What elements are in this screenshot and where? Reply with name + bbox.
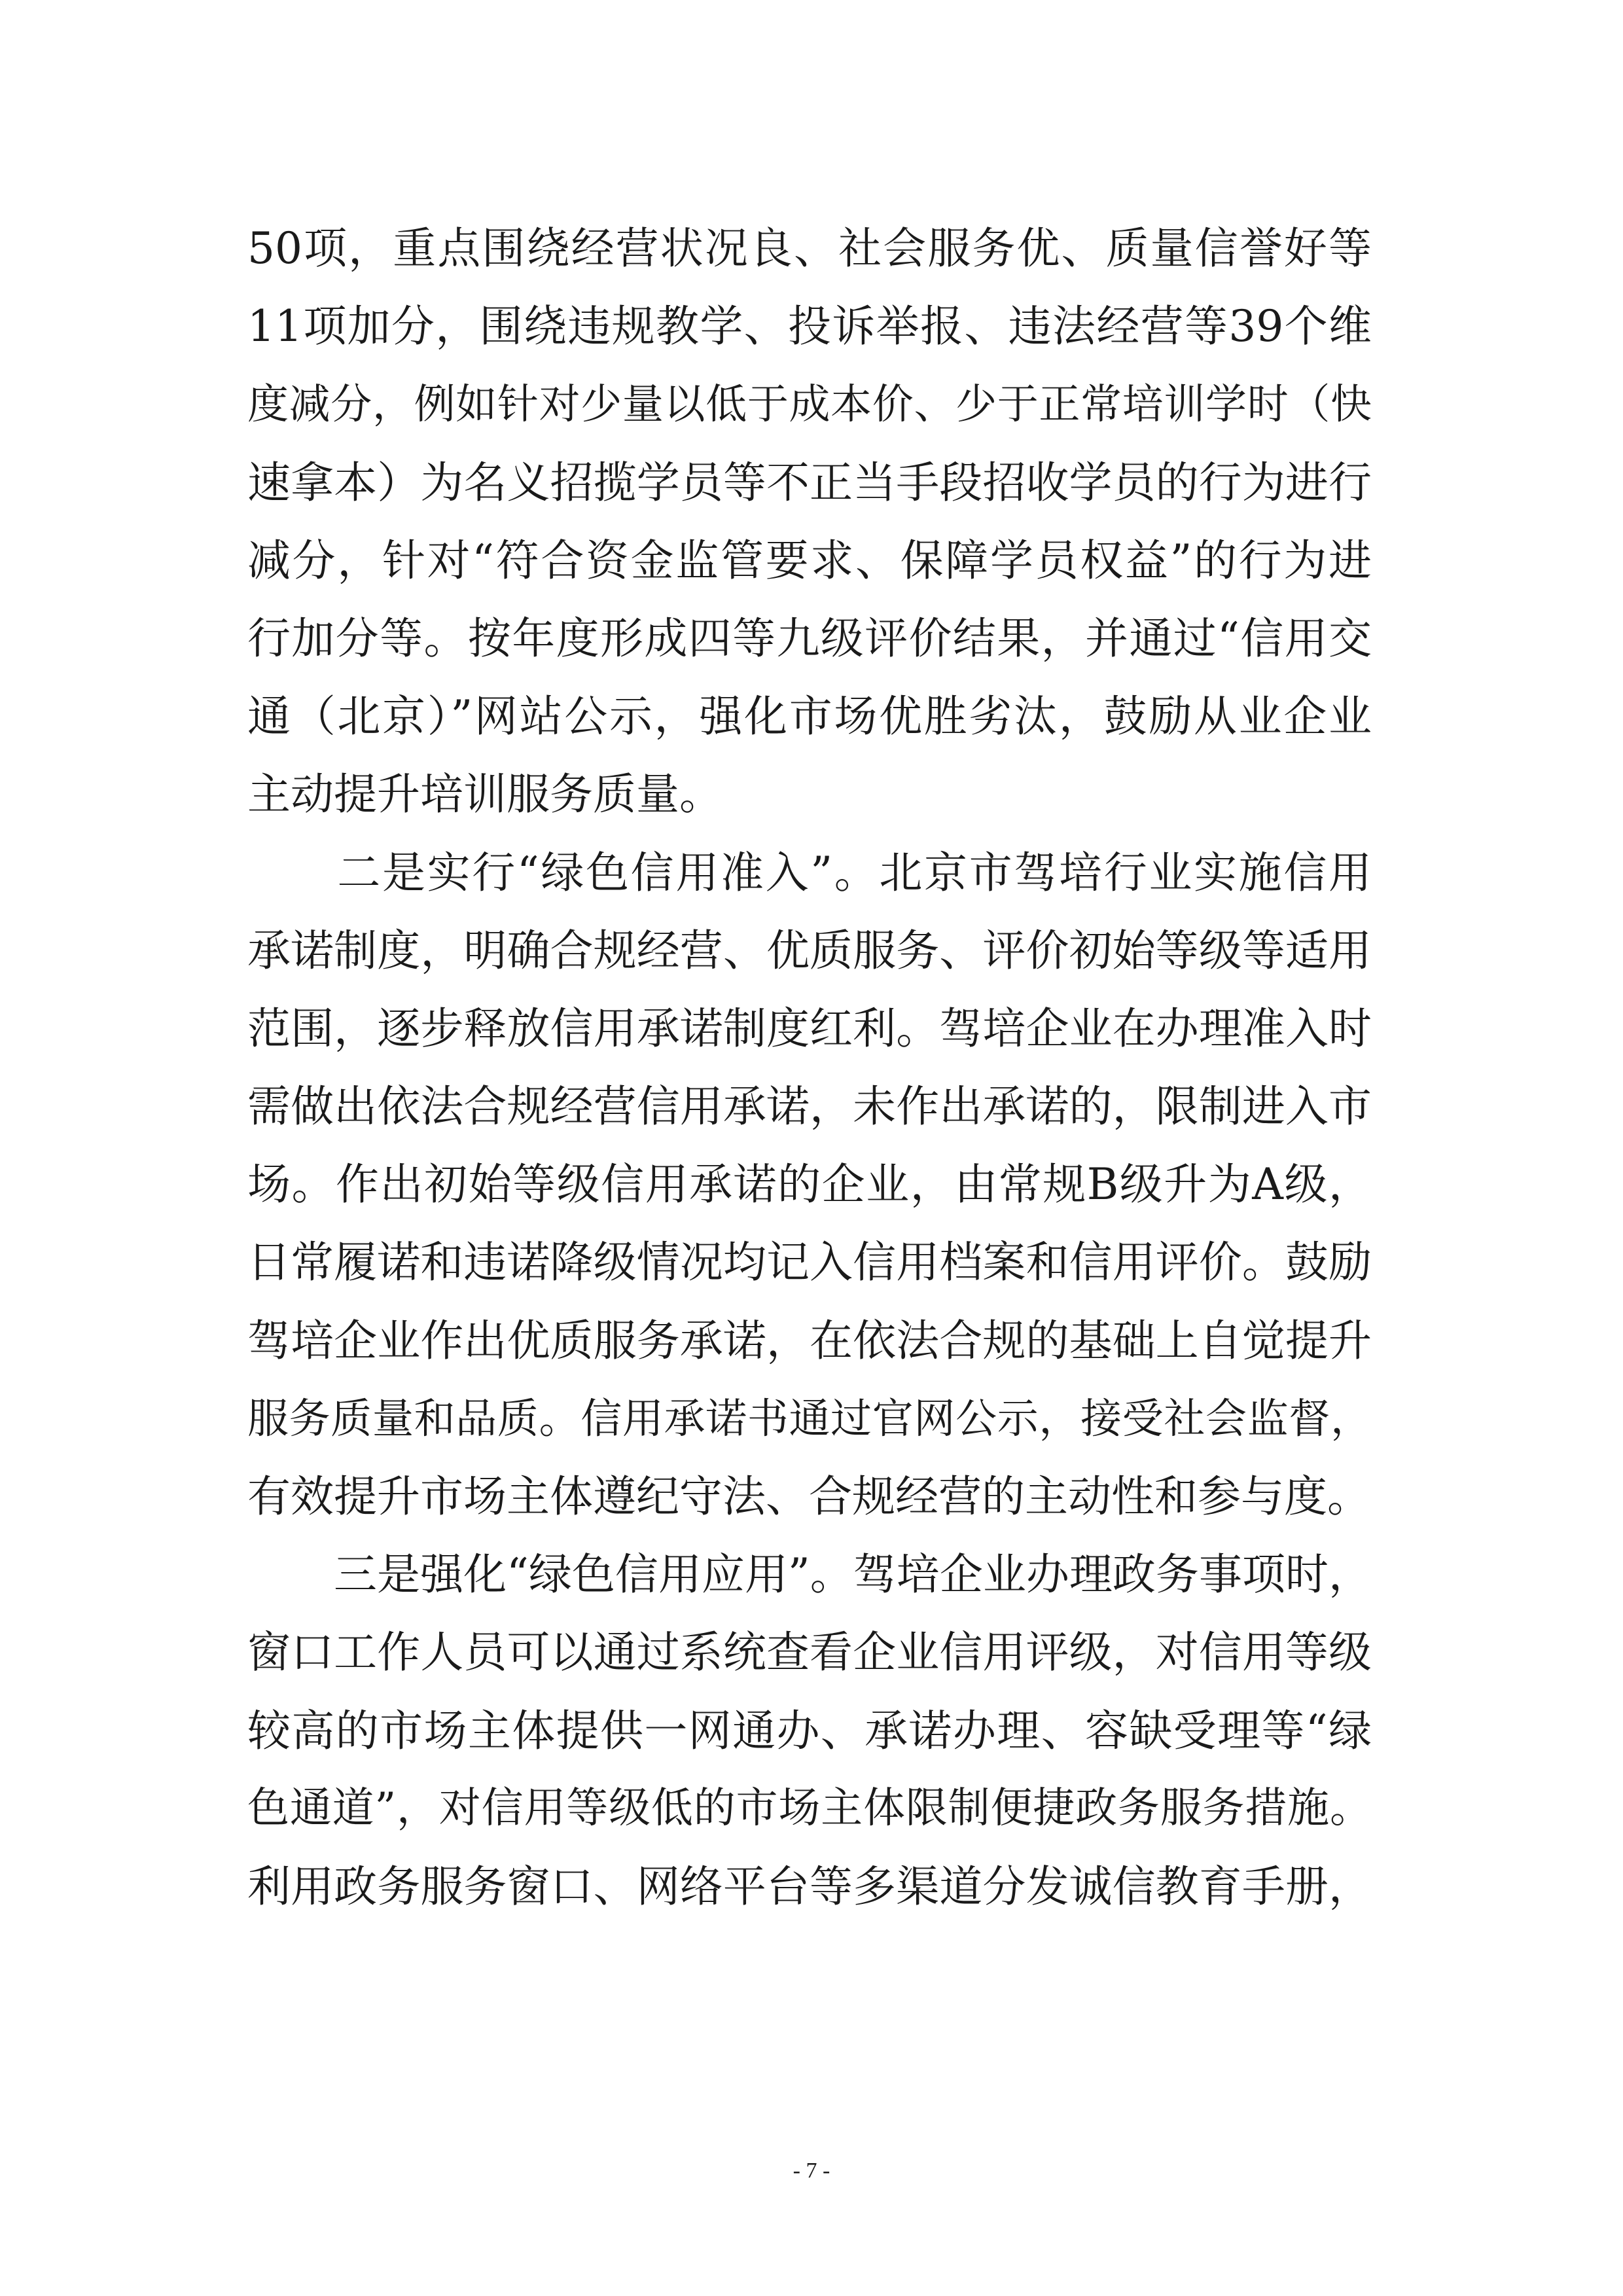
text-line: 利用政务服务窗口、网络平台等多渠道分发诚信教育手册， [247, 1861, 1372, 1912]
text-line: 50项，重点围绕经营状况良、社会服务优、质量信誉好等 [247, 223, 1372, 274]
text-line: 主动提升培训服务质量。 [247, 769, 722, 820]
text-line: 日常履诺和违诺降级情况均记入信用档案和信用评价。鼓励 [247, 1237, 1372, 1288]
text-line: 行加分等。按年度形成四等九级评价结果，并通过“信用交 [247, 613, 1372, 664]
text-line: 需做出依法合规经营信用承诺，未作出承诺的，限制进入市 [247, 1081, 1372, 1132]
text-line: 减分，针对“符合资金监管要求、保障学员权益”的行为进 [247, 535, 1372, 586]
page-number: - 7 - [793, 2159, 830, 2183]
text-line: 速拿本）为名义招揽学员等不正当手段招收学员的行为进行 [247, 457, 1372, 508]
text-line: 驾培企业作出优质服务承诺，在依法合规的基础上自觉提升 [247, 1315, 1372, 1366]
text-line: 二是实行“绿色信用准入”。北京市驾培行业实施信用 [247, 847, 1372, 898]
text-line: 窗口工作人员可以通过系统查看企业信用评级，对信用等级 [247, 1627, 1372, 1678]
text-line: 色通道”，对信用等级低的市场主体限制便捷政务服务措施。 [247, 1784, 1372, 1833]
text-line: 度减分，例如针对少量以低于成本价、少于正常培训学时（快 [247, 380, 1372, 429]
body-text [247, 209, 1372, 1926]
text-line: 范围，逐步释放信用承诺制度红利。驾培企业在办理准入时 [247, 1003, 1372, 1054]
text-line: 服务质量和品质。信用承诺书通过官网公示，接受社会监督， [247, 1394, 1372, 1443]
text-line: 较高的市场主体提供一网通办、承诺办理、容缺受理等“绿 [247, 1705, 1372, 1756]
text-line: 三是强化“绿色信用应用”。驾培企业办理政务事项时， [247, 1549, 1372, 1600]
text-line: 场。作出初始等级信用承诺的企业，由常规B级升为A级， [247, 1159, 1372, 1210]
text-line: 有效提升市场主体遵纪守法、合规经营的主动性和参与度。 [247, 1471, 1370, 1522]
text-line: 承诺制度，明确合规经营、优质服务、评价初始等级等适用 [247, 925, 1372, 976]
text-line: 11项加分，围绕违规教学、投诉举报、违法经营等39个维 [247, 301, 1372, 352]
text-line: 通（北京）”网站公示，强化市场优胜劣汰，鼓励从业企业 [247, 691, 1372, 742]
